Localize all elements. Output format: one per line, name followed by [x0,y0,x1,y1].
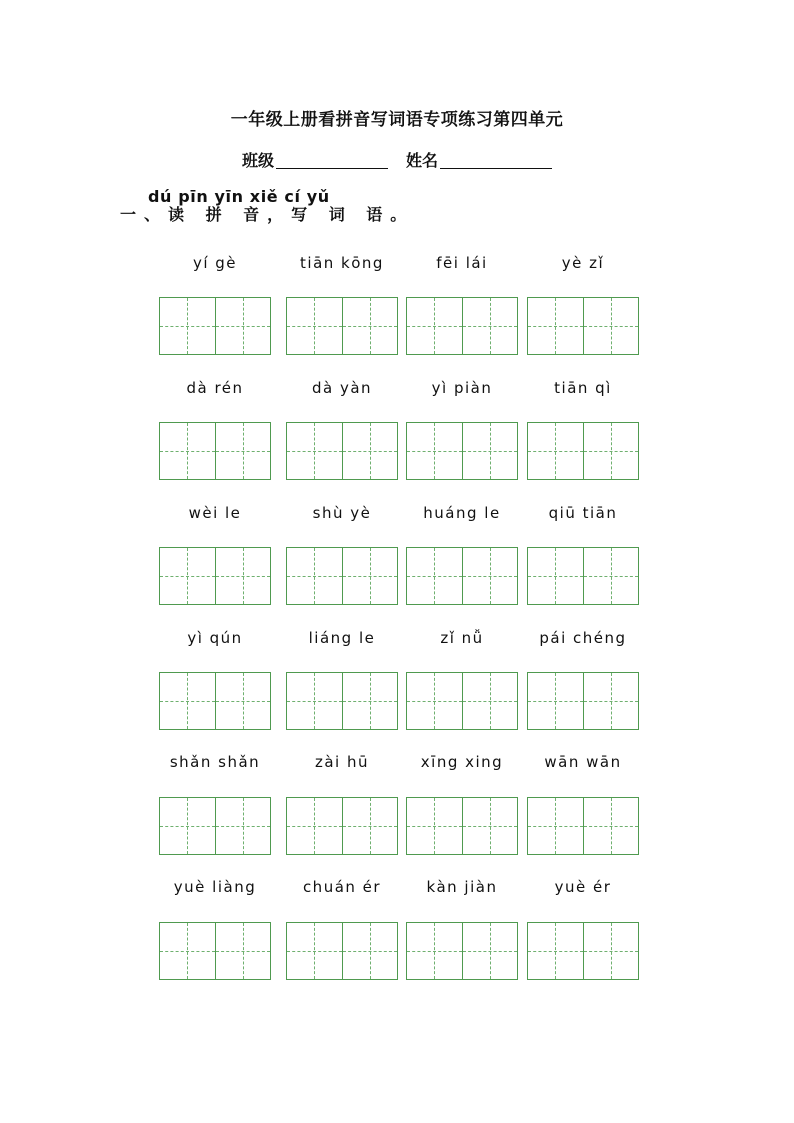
tian-zi-ge-cell[interactable] [160,798,215,854]
pinyin-word: yè zǐ [561,254,605,272]
tian-zi-ge-cell[interactable] [528,423,583,479]
tian-zi-ge-cell[interactable] [583,298,639,354]
writing-grid-row [0,547,794,605]
tian-zi-ge-cell[interactable] [287,923,342,979]
writing-grid-row [0,422,794,480]
tian-zi-ge-cell[interactable] [342,548,398,604]
pinyin-word: shù yè [312,504,372,522]
tian-zi-ge-cell[interactable] [342,673,398,729]
tian-zi-ge-cell[interactable] [583,923,639,979]
word-writing-box [527,547,639,605]
word-writing-box [527,297,639,355]
pinyin-word: tiān kōng [300,254,384,272]
word-writing-box [159,297,271,355]
word-writing-box [406,922,518,980]
pinyin-word: kàn jiàn [426,878,498,896]
tian-zi-ge-cell[interactable] [407,298,462,354]
tian-zi-ge-cell[interactable] [528,548,583,604]
pinyin-word: yì piàn [431,379,493,397]
pinyin-row [0,629,794,651]
tian-zi-ge-cell[interactable] [462,798,518,854]
word-writing-box [406,797,518,855]
word-writing-box [286,797,398,855]
word-writing-box [286,922,398,980]
pinyin-word: tiān qì [554,379,612,397]
word-writing-box [286,297,398,355]
tian-zi-ge-cell[interactable] [160,923,215,979]
tian-zi-ge-cell[interactable] [407,423,462,479]
pinyin-word: dà rén [186,379,244,397]
pinyin-row [0,254,794,276]
tian-zi-ge-cell[interactable] [287,673,342,729]
tian-zi-ge-cell[interactable] [287,548,342,604]
tian-zi-ge-cell[interactable] [407,548,462,604]
writing-grid-row [0,297,794,355]
pinyin-word: yí gè [192,254,238,272]
word-writing-box [527,422,639,480]
tian-zi-ge-cell[interactable] [342,423,398,479]
student-info [0,148,794,171]
tian-zi-ge-cell[interactable] [160,298,215,354]
word-writing-box [406,672,518,730]
tian-zi-ge-cell[interactable] [160,673,215,729]
word-writing-box [406,297,518,355]
word-writing-box [159,547,271,605]
pinyin-word: huáng le [423,504,501,522]
pinyin-row [0,504,794,526]
tian-zi-ge-cell[interactable] [583,798,639,854]
tian-zi-ge-cell[interactable] [462,548,518,604]
pinyin-row [0,753,794,775]
tian-zi-ge-cell[interactable] [407,673,462,729]
pinyin-word: pái chéng [539,629,627,647]
tian-zi-ge-cell[interactable] [215,548,271,604]
tian-zi-ge-cell[interactable] [287,423,342,479]
writing-grid-row [0,922,794,980]
tian-zi-ge-cell[interactable] [528,923,583,979]
tian-zi-ge-cell[interactable] [342,798,398,854]
tian-zi-ge-cell[interactable] [215,423,271,479]
word-writing-box [527,797,639,855]
tian-zi-ge-cell[interactable] [342,298,398,354]
tian-zi-ge-cell[interactable] [462,673,518,729]
word-writing-box [286,547,398,605]
tian-zi-ge-cell[interactable] [342,923,398,979]
section-title: 一、读 拼 音，写 词 语。 [120,205,415,224]
tian-zi-ge-cell[interactable] [407,798,462,854]
class-label: 班级 [241,151,274,170]
tian-zi-ge-cell[interactable] [215,298,271,354]
writing-grid-row [0,797,794,855]
tian-zi-ge-cell[interactable] [287,298,342,354]
tian-zi-ge-cell[interactable] [160,548,215,604]
pinyin-word: zǐ nǚ [440,629,484,647]
class-blank-line[interactable] [276,152,388,169]
pinyin-word: qiū tiān [548,504,618,522]
tian-zi-ge-cell[interactable] [160,423,215,479]
pinyin-word: wèi le [188,504,242,522]
name-label: 姓名 [406,151,439,170]
pinyin-word: chuán ér [302,878,382,896]
tian-zi-ge-cell[interactable] [583,673,639,729]
pinyin-word: yuè ér [554,878,612,896]
word-writing-box [159,922,271,980]
pinyin-word: fēi lái [436,254,488,272]
tian-zi-ge-cell[interactable] [287,798,342,854]
tian-zi-ge-cell[interactable] [528,798,583,854]
pinyin-word: liáng le [308,629,376,647]
tian-zi-ge-cell[interactable] [462,423,518,479]
word-writing-box [406,547,518,605]
word-writing-box [159,422,271,480]
writing-grid-row [0,672,794,730]
tian-zi-ge-cell[interactable] [528,298,583,354]
word-writing-box [286,422,398,480]
tian-zi-ge-cell[interactable] [462,923,518,979]
word-writing-box [159,797,271,855]
pinyin-word: yì qún [187,629,243,647]
word-writing-box [286,672,398,730]
tian-zi-ge-cell[interactable] [528,673,583,729]
pinyin-word: wān wān [544,753,622,771]
pinyin-word: zài hū [314,753,369,771]
pinyin-word: xīng xing [420,753,504,771]
tian-zi-ge-cell[interactable] [215,673,271,729]
pinyin-word: shǎn shǎn [169,753,261,771]
section-pinyin: dú pīn yīn xiě cí yǔ [148,187,330,206]
tian-zi-ge-cell[interactable] [215,923,271,979]
tian-zi-ge-cell[interactable] [583,423,639,479]
tian-zi-ge-cell[interactable] [407,923,462,979]
name-blank-line[interactable] [440,152,552,169]
tian-zi-ge-cell[interactable] [583,548,639,604]
word-writing-box [159,672,271,730]
tian-zi-ge-cell[interactable] [215,798,271,854]
pinyin-word: dà yàn [311,379,373,397]
word-writing-box [406,422,518,480]
worksheet-title: 一年级上册看拼音写词语专项练习第四单元 [230,110,564,130]
pinyin-row [0,379,794,401]
word-writing-box [527,672,639,730]
word-writing-box [527,922,639,980]
pinyin-row [0,878,794,900]
tian-zi-ge-cell[interactable] [462,298,518,354]
pinyin-word: yuè liàng [173,878,257,896]
